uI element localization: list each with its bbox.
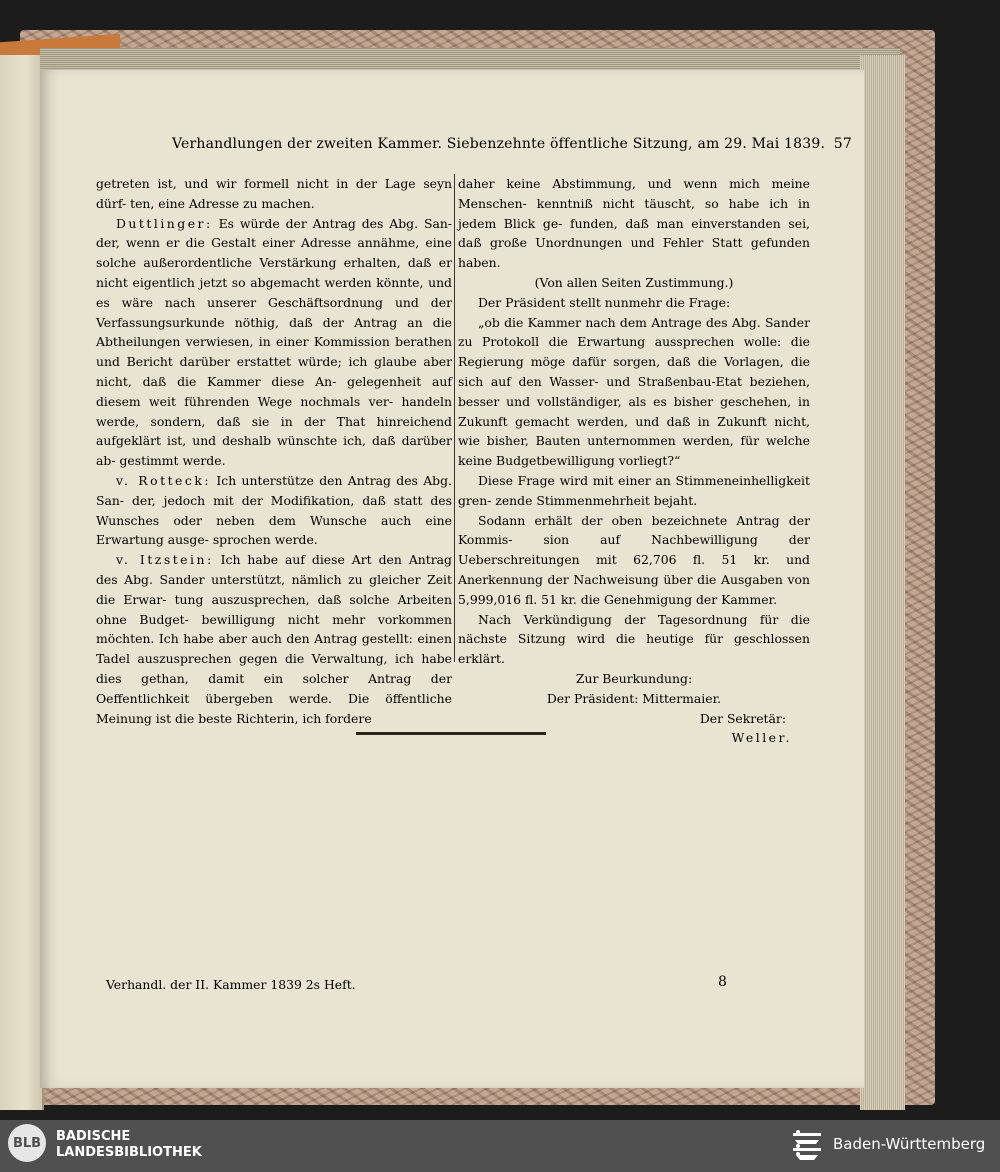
paragraph: getreten ist, und wir formell nicht in der Lage seyn dürf- ten, eine Adresse zu machen. <box>96 176 452 211</box>
footer-imprint: Verhandl. der II. Kammer 1839 2s Heft. <box>106 977 356 992</box>
right-column <box>458 174 810 748</box>
question-text: „ob die Kammer nach dem Antrage des Abg. Sander zu Protokoll die Erwartung aussprechen wolle: die Regierung möge dafür sorgen, daß die Vorlagen, die sich auf den Wasser- und Straßenbau-Etat beziehen, besser und vollständiger, als es bisher geschehen, in Zukunft gemacht werden, und daß in Zukunft nicht, wie bisher, Bauten unternommen werden, für welche keine Budgetbewilligung vorliegt?“ <box>458 314 810 469</box>
page-top-edge <box>40 48 900 72</box>
speaker-name: Duttlinger: <box>116 215 213 231</box>
paragraph-duttlinger: Duttlinger: Es würde der Antrag des Abg. San- der, wenn er die Gestalt einer Adresse annähme, eine solche außerordentliche Verstärkung erhalten, daß er nicht eigentlich jetzt so abgemacht werden könnte, und es wäre nach unserer Geschäftsordnung und der Verfassungsurkunde nöthig, daß der Antrag an die Abtheilungen verwiesen, in einer Kommission berathen und Bericht darüber erstattet würde; ich glaube aber nicht, daß die Kammer diese An- gelegenheit auf diesem weit führenden Wege nochmals ver- handeln werde, sondern, daß sie in der That hinreichend aufgeklärt ist, und deshalb wünschte ich, daß darüber ab- gestimmt werde. <box>96 215 453 469</box>
running-header <box>172 136 852 152</box>
left-page-sliver <box>0 55 44 1110</box>
secretary-name: Weller. <box>731 730 792 746</box>
paragraph-itzstein: v. Itzstein: Ich habe auf diese Art den Antrag des Abg. Sander unterstützt, nämlich zu gleicher Zeit die Erwar- tung auszusprechen, daß solche Arbeiten ohne Budget- bewilligung nicht mehr vorkommen möchten. Ich habe aber auch den Antrag gestellt: einen Tadel auszusprechen gegen die Verwaltung, ich habe dies gethan, damit ein solcher Antrag der Oeffentlichkeit übergeben werde. Die öffentliche Meinung ist die beste Richterin, ich fordere <box>96 552 452 726</box>
library-banner <box>0 1120 1000 1172</box>
page-number: 57 <box>833 136 852 152</box>
signature-mark: 8 <box>718 974 727 990</box>
book-page <box>40 70 864 1088</box>
running-title: Verhandlungen der zweiten Kammer. Siebenzehnte öffentliche Sitzung, am 29. Mai 1839. <box>172 136 826 152</box>
applause-note: (Von allen Seiten Zustimmung.) <box>534 274 734 290</box>
president-intro: Der Präsident stellt nunmehr die Frage: <box>478 294 731 310</box>
paragraph-continuation: daher keine Abstimmung, und wenn mich meine Menschen- kenntniß nicht täuscht, so habe ich in jedem Blick ge- funden, daß man einverstanden sei, daß große Unordnungen und Fehler Statt gefunden haben. <box>458 176 810 271</box>
result-text: Diese Frage wird mit einer an Stimmeneinhelligkeit gren- zende Stimmenmehrheit bejaht. <box>458 472 810 508</box>
closing-text: Nach Verkündigung der Tagesordnung für die nächste Sitzung wird die heutige für geschlossen erklärt. <box>458 611 810 667</box>
speaker-name: v. Itzstein: <box>116 552 214 568</box>
column-divider <box>454 174 455 662</box>
certification-label: Zur Beurkundung: <box>575 670 693 686</box>
library-name[interactable]: BADISCHE LANDESBIBLIOTHEK <box>56 1129 202 1160</box>
lions-crest-icon <box>790 1128 824 1164</box>
paragraph-rotteck: v. Rotteck: Ich unterstütze den Antrag des Abg. San- der, jedoch mit der Modifikation, daß statt des Wunsches oder neben dem Wunsche auch eine Erwartung ausge- sprochen werde. <box>96 472 452 548</box>
page-edges <box>860 55 905 1110</box>
speaker-name: v. Rotteck: <box>116 472 212 488</box>
secretary-label: Der Sekretär: <box>699 710 786 726</box>
blb-logo[interactable]: BLB <box>8 1124 46 1162</box>
commission-text: Sodann erhält der oben bezeichnete Antrag der Kommis- sion auf Nachbewilligung der Ueberschreitungen mit 62,706 fl. 51 kr. und Anerkennung der Nachweisung über die Ausgaben von 5,999,016 fl. 51 kr. die Genehmigung der Kammer. <box>458 512 810 607</box>
left-column <box>96 174 452 728</box>
end-rule <box>356 732 546 735</box>
president-signature: Der Präsident: Mittermaier. <box>546 690 722 706</box>
state-name[interactable]: Baden-Württemberg <box>833 1135 986 1153</box>
